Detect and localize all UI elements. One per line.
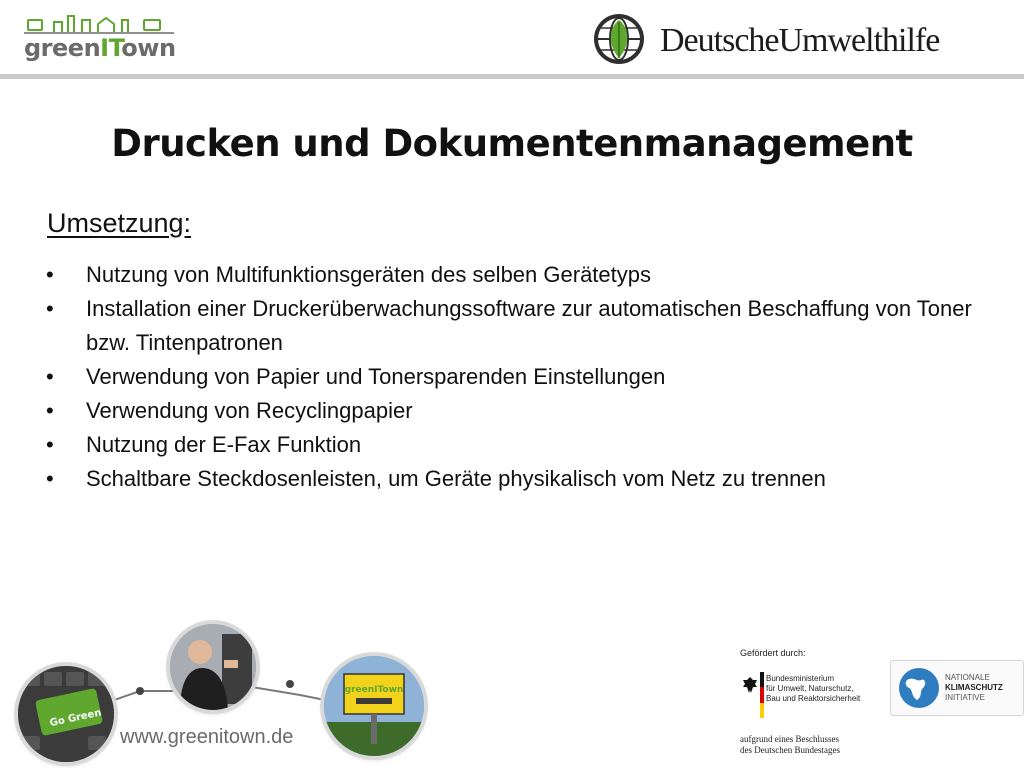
greenitown-logo (24, 14, 174, 66)
bullet-list (46, 258, 1006, 496)
funding-label: Gefördert durch: (740, 648, 806, 658)
bullet-glyph: • (46, 262, 54, 287)
section-subheading: Umsetzung: (47, 208, 192, 238)
bullet-glyph: • (46, 398, 54, 423)
list-item (46, 292, 1006, 360)
technician-photo (170, 624, 256, 710)
sign-label: greenITown (344, 685, 404, 695)
bullet-glyph: • (46, 364, 54, 389)
list-item (46, 428, 1006, 462)
city-skyline-icon (24, 14, 174, 36)
header-divider (0, 74, 1024, 79)
list-item-text: Verwendung von Papier und Tonersparenden Einstellungen (86, 364, 666, 389)
klimaschutz-initiative-badge (890, 660, 1024, 716)
town-sign-photo (324, 656, 424, 756)
person-icon (170, 624, 256, 710)
list-item (46, 394, 1006, 428)
list-item-text: Verwendung von Recyclingpapier (86, 398, 413, 423)
list-item-text: Installation einer Druckerüberwachungssoftware zur automatischen Beschaffung von Toner bzw. Tintenpatronen (86, 296, 972, 355)
nki-label: NATIONALE KLIMASCHUTZ INITIATIVE (945, 673, 1003, 702)
bullet-glyph: • (46, 466, 54, 491)
go-green-key-icon (18, 666, 114, 762)
federal-eagle-icon (742, 676, 758, 694)
list-item-text: Nutzung der E-Fax Funktion (86, 432, 362, 457)
keyboard-photo (18, 666, 114, 762)
globe-icon (897, 666, 941, 710)
list-item (46, 462, 1006, 496)
globe-leaf-icon (590, 12, 648, 66)
keyboard-key-label: Go Green (48, 707, 103, 730)
bundestag-note: aufgrund eines Beschlusses des Deutschen Bundestages (740, 734, 840, 755)
funding-block (740, 648, 870, 758)
deutsche-umwelthilfe-wordmark: DeutscheUmwelthilfe (660, 22, 940, 59)
bullet-glyph: • (46, 296, 54, 321)
list-item (46, 360, 1006, 394)
list-item-text: Nutzung von Multifunktionsgeräten des selben Gerätetyps (86, 262, 651, 287)
deutsche-umwelthilfe-logo (590, 12, 1010, 66)
list-item (46, 258, 1006, 292)
website-url: www.greenitown.de (120, 726, 294, 748)
bullet-glyph: • (46, 432, 54, 457)
ministry-name: Bundesministerium für Umwelt, Naturschutz, Bau und Reaktorsicherheit (766, 674, 861, 703)
town-sign-icon (324, 656, 424, 756)
list-item-text: Schaltbare Steckdosenleisten, um Geräte physikalisch vom Netz zu trennen (86, 466, 826, 491)
greenitown-wordmark: greenITown (24, 34, 176, 62)
header (0, 0, 1024, 76)
page-title: Drucken und Dokumentenmanagement (111, 122, 913, 165)
german-flag-icon (760, 672, 764, 718)
